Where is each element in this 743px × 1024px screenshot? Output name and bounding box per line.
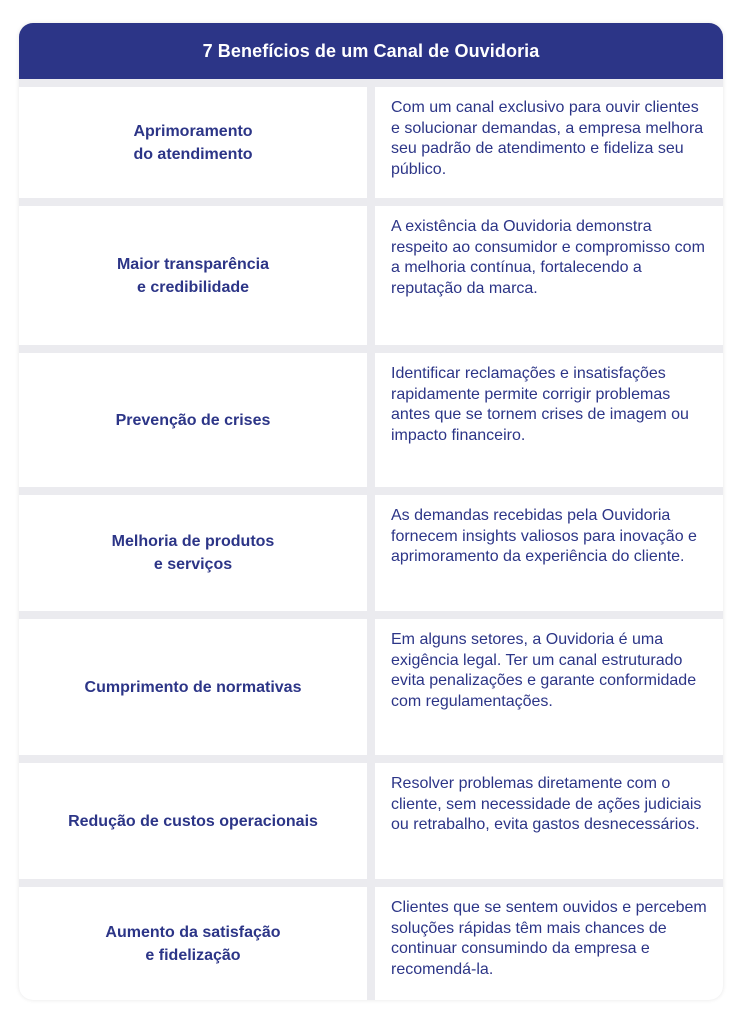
benefit-row-produtos: [19, 495, 723, 611]
benefit-description: Identificar reclamações e insatisfações rapidamente permite corrigir problemas antes que se tornem crises de imagem ou impacto financeiro.: [375, 353, 723, 487]
benefit-description: Em alguns setores, a Ouvidoria é uma exigência legal. Ter um canal estruturado evita penalizações e garante conformidade com regulamentações.: [375, 619, 723, 755]
benefit-row-normativas: [19, 619, 723, 755]
benefit-label-cell: [19, 87, 367, 198]
benefit-label: Prevenção de crises: [115, 411, 271, 429]
benefits-table: [19, 23, 723, 1000]
benefit-row-custos: [19, 763, 723, 879]
benefit-label: Redução de custos operacionais: [68, 812, 318, 830]
benefit-row-transparencia: [19, 206, 723, 345]
benefit-label: Melhoria de produtos e serviços: [111, 533, 275, 573]
benefit-label-cell: [19, 353, 367, 487]
table-header: [19, 23, 723, 79]
benefit-description: As demandas recebidas pela Ouvidoria fornecem insights valiosos para inovação e aprimoramento da experiência do cliente.: [375, 495, 723, 611]
benefit-label-cell: [19, 887, 367, 1000]
benefit-label-cell: [19, 495, 367, 611]
benefit-description: Resolver problemas diretamente com o cliente, sem necessidade de ações judiciais ou retrabalho, evita gastos desnecessários.: [375, 763, 723, 879]
benefit-description: Clientes que se sentem ouvidos e percebem soluções rápidas têm mais chances de continuar consumindo da empresa e recomendá-la.: [375, 887, 723, 1000]
benefit-description: Com um canal exclusivo para ouvir clientes e solucionar demandas, a empresa melhora seu padrão de atendimento e fideliza seu público.: [375, 87, 723, 198]
benefit-label-cell: [19, 763, 367, 879]
table-title: 7 Benefícios de um Canal de Ouvidoria: [202, 40, 540, 61]
benefit-description: A existência da Ouvidoria demonstra respeito ao consumidor e compromisso com a melhoria contínua, fortalecendo a reputação da marca.: [375, 206, 723, 345]
benefit-row-satisfacao: [19, 887, 723, 1000]
benefit-row-crises: [19, 353, 723, 487]
benefit-label: Aumento da satisfação e fidelização: [105, 923, 281, 964]
benefit-label: Maior transparência e credibilidade: [116, 255, 270, 296]
benefit-label-cell: [19, 206, 367, 345]
benefit-label-cell: [19, 619, 367, 755]
benefit-label: Cumprimento de normativas: [84, 678, 302, 696]
benefit-row-atendimento: [19, 87, 723, 198]
benefit-label: Aprimoramento do atendimento: [133, 122, 253, 163]
